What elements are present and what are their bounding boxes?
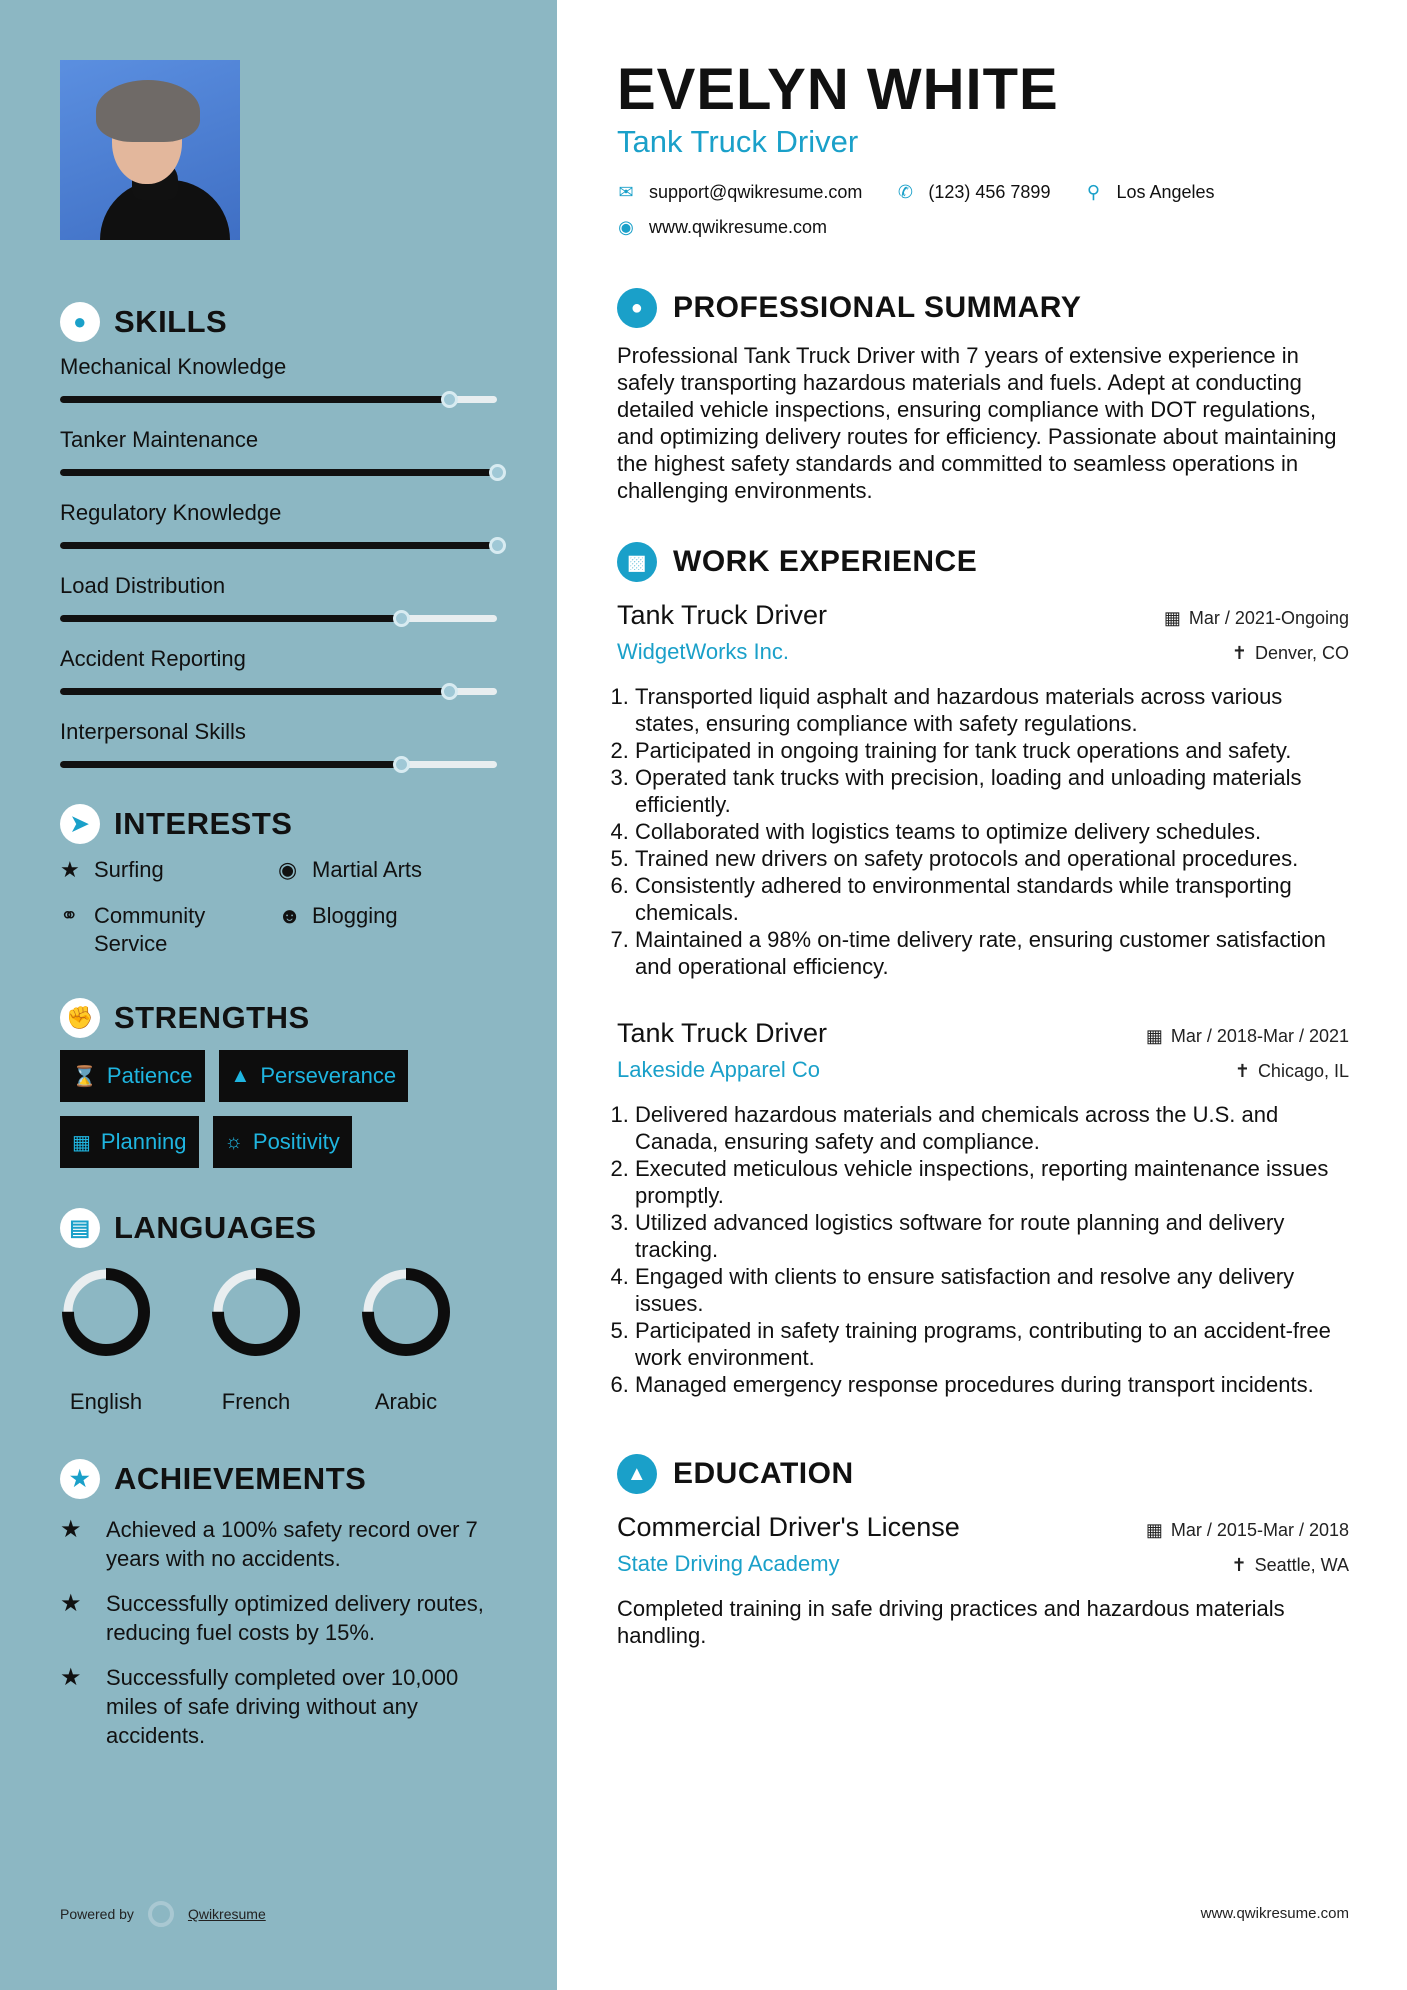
duty-item: 5. Trained new drivers on safety protocols and operational procedures. [635,845,1349,872]
binoculars-icon: ▲ [230,1064,251,1087]
achievement-item [60,1515,497,1573]
skill-bar-fill [60,615,401,622]
skill-bar-knob [489,464,506,481]
summary-heading: ● PROFESSIONAL SUMMARY [617,288,1349,328]
skill-item [60,427,497,476]
education-description: Completed training in safe driving practices and hazardous materials handling. [617,1596,1285,1648]
language-ring [60,1266,152,1358]
contact-row [617,182,1349,203]
interests-section [60,804,497,958]
contact-phone[interactable]: (123) 456 7899 [928,182,1051,202]
skill-name: Regulatory Knowledge [60,500,282,525]
duty-item: 2. Executed meticulous vehicle inspections, reporting maintenance issues promptly. [635,1155,1349,1209]
interest-item: ⚭ Community Service [60,903,206,956]
chair-icon: ▩ [617,542,657,582]
skill-item [60,354,497,403]
skill-item [60,500,497,549]
pin-icon: ✝ [1234,1061,1250,1081]
achievements-section [60,1459,497,1750]
pin-icon: ✝ [1231,1555,1247,1575]
experience-heading: ▩ WORK EXPERIENCE [617,542,1349,582]
skill-item [60,646,497,695]
summary-section [617,288,1349,504]
job-entry [617,600,1349,980]
hourglass-icon: ⌛ [72,1065,97,1088]
duty-list [617,1101,1349,1398]
interest-item: ☻ Blogging [278,902,496,958]
job-title: Tank Truck Driver [617,600,828,630]
education-section [617,1454,1349,1649]
globe-icon: ◉ [278,857,298,882]
graduation-icon: ▲ [617,1454,657,1494]
powered-by [60,1901,266,1927]
profile-photo [60,60,240,240]
skill-bar [60,688,497,695]
calendar-icon: ▦ [1145,1026,1163,1046]
skill-bar-knob [441,683,458,700]
job-date: ▦ Mar / 2021-Ongoing [1163,608,1349,628]
skill-name: Mechanical Knowledge [60,354,287,379]
calendar-icon: ▦ [1163,608,1181,628]
id-card-icon: ▤ [60,1208,100,1248]
strengths-heading: ✊ STRENGTHS [60,998,497,1038]
star-icon: ★ [60,857,80,882]
language-ring [210,1266,302,1358]
qwikresume-logo-icon [148,1901,174,1927]
job-location: ✝ Chicago, IL [1234,1061,1349,1081]
map-pin-icon: ⚲ [1086,182,1101,202]
summary-text: Professional Tank Truck Driver with 7 years of extensive experience in safely transporting hazardous materials and fuels. Adept at conducting detailed vehicle inspections, ensuring compliance with DOT regulations, and optimizing delivery routes for efficiency. Passionate about maintaining the highest safety standards and committed to seamless operations in challenging environments. [617,343,1337,503]
duty-item: 1. Delivered hazardous materials and chemicals across the U.S. and Canada, ensuring safety and compliance. [635,1101,1349,1155]
experience-section [617,542,1349,1398]
education-school: State Driving Academy [617,1551,840,1576]
skill-bar [60,542,497,549]
education-date: ▦ Mar / 2015-Mar / 2018 [1145,1520,1349,1540]
user-icon: ● [617,288,657,328]
footer-url[interactable]: www.qwikresume.com [1200,1905,1349,1922]
strengths-section [60,998,497,1168]
duty-item: 1. Transported liquid asphalt and hazardous materials across various states, ensuring compliance with safety regulations. [635,683,1349,737]
envelope-icon: ✉ [618,182,634,202]
skill-name: Accident Reporting [60,646,246,671]
job-company: Lakeside Apparel Co [617,1057,821,1082]
job-entry [617,1018,1349,1398]
achievement-item [60,1663,497,1750]
handshake-icon: ⚭ [60,903,79,928]
candidate-name: EVELYN WHITE [617,57,1059,122]
candidate-role: Tank Truck Driver [617,124,859,159]
education-degree: Commercial Driver's License [617,1512,960,1542]
strength-badge: ▲ Perseverance [219,1050,409,1102]
duty-item: 2. Participated in ongoing training for tank truck operations and safety. [635,737,1349,764]
skill-bar-knob [489,537,506,554]
skill-bar-fill [60,542,497,549]
duty-list [617,683,1349,980]
achievement-item [60,1589,497,1647]
skill-bar [60,469,497,476]
globe-icon: ◉ [618,217,634,237]
skill-bar-fill [60,688,449,695]
skill-item [60,573,497,622]
skill-bar-knob [393,610,410,627]
skills-section [60,302,497,768]
strength-badge: ▦ Planning [60,1116,199,1168]
interest-item: ◉ Martial Arts [278,857,423,882]
language-name: Arabic [374,1389,438,1414]
skill-bar-fill [60,469,497,476]
qwikresume-link[interactable]: Qwikresume [187,1906,266,1922]
skills-heading: ● SKILLS [60,302,497,342]
skill-bar-fill [60,761,401,768]
skill-bar-knob [393,756,410,773]
achievement-text: Successfully optimized delivery routes, reducing fuel costs by 15%. [106,1591,484,1645]
duty-item: 4. Collaborated with logistics teams to optimize delivery schedules. [635,818,1349,845]
contact-website[interactable]: www.qwikresume.com [649,217,828,237]
duty-item: 3. Operated tank trucks with precision, loading and unloading materials efficiently. [635,764,1349,818]
languages-heading: ▤ LANGUAGES [60,1208,497,1248]
lightbulb-icon: ● [60,302,100,342]
main-content [617,58,1349,1649]
language-ring [360,1266,452,1358]
interests-heading: ➤ INTERESTS [60,804,497,844]
paper-plane-icon: ➤ [60,804,100,844]
contact-email[interactable]: support@qwikresume.com [649,182,863,202]
phone-icon: ✆ [897,182,913,202]
language-name: English [69,1389,143,1414]
skill-bar-fill [60,396,449,403]
skill-bar [60,761,497,768]
skill-name: Load Distribution [60,573,226,598]
job-company: WidgetWorks Inc. [617,639,789,664]
education-heading: ▲ EDUCATION [617,1454,1349,1494]
language-item [60,1266,152,1415]
duty-item: 6. Managed emergency response procedures during transport incidents. [635,1371,1349,1398]
language-item [360,1266,452,1415]
job-date: ▦ Mar / 2018-Mar / 2021 [1145,1026,1349,1046]
achievements-heading: ★ ACHIEVEMENTS [60,1459,497,1499]
achievement-text: Successfully completed over 10,000 miles of safe driving without any accidents. [106,1665,459,1748]
star-hand-icon: ★ [60,1664,82,1691]
duty-item: 5. Participated in safety training programs, contributing to an accident-free work environment. [635,1317,1349,1371]
education-entry [617,1512,1349,1649]
calendar-icon: ▦ [1145,1520,1163,1540]
skill-bar-knob [441,391,458,408]
education-location: ✝ Seattle, WA [1231,1555,1349,1575]
skill-name: Interpersonal Skills [60,719,246,744]
users-icon: ☻ [278,903,302,928]
skill-bar [60,396,497,403]
sidebar [0,0,557,1990]
language-item [210,1266,302,1415]
star-hand-icon: ★ [60,1459,100,1499]
pin-icon: ✝ [1231,643,1247,663]
calendar-icon: ▦ [72,1131,91,1154]
strength-badge: ☼ Positivity [213,1116,352,1168]
skill-item [60,719,497,768]
job-location: ✝ Denver, CO [1231,643,1349,663]
star-hand-icon: ★ [60,1516,82,1543]
contact-row-website [617,217,1349,238]
powered-by-label: Powered by [60,1906,134,1922]
duty-item: 3. Utilized advanced logistics software for route planning and delivery tracking. [635,1209,1349,1263]
achievement-text: Achieved a 100% safety record over 7 years with no accidents. [106,1517,478,1571]
strength-badge: ⌛ Patience [60,1050,205,1102]
duty-item: 4. Engaged with clients to ensure satisfaction and resolve any delivery issues. [635,1263,1349,1317]
languages-section [60,1208,497,1415]
language-name: French [221,1389,291,1414]
duty-item: 7. Maintained a 98% on-time delivery rate, ensuring customer satisfaction and operational efficiency. [635,926,1349,980]
duty-item: 6. Consistently adhered to environmental standards while transporting chemicals. [635,872,1349,926]
fist-icon: ✊ [60,998,100,1038]
contact-location: Los Angeles [1116,182,1215,202]
star-hand-icon: ★ [60,1590,82,1617]
sun-icon: ☼ [224,1130,243,1153]
job-title: Tank Truck Driver [617,1018,828,1048]
skill-name: Tanker Maintenance [60,427,259,452]
interest-item: ★ Surfing [60,857,164,882]
skill-bar [60,615,497,622]
